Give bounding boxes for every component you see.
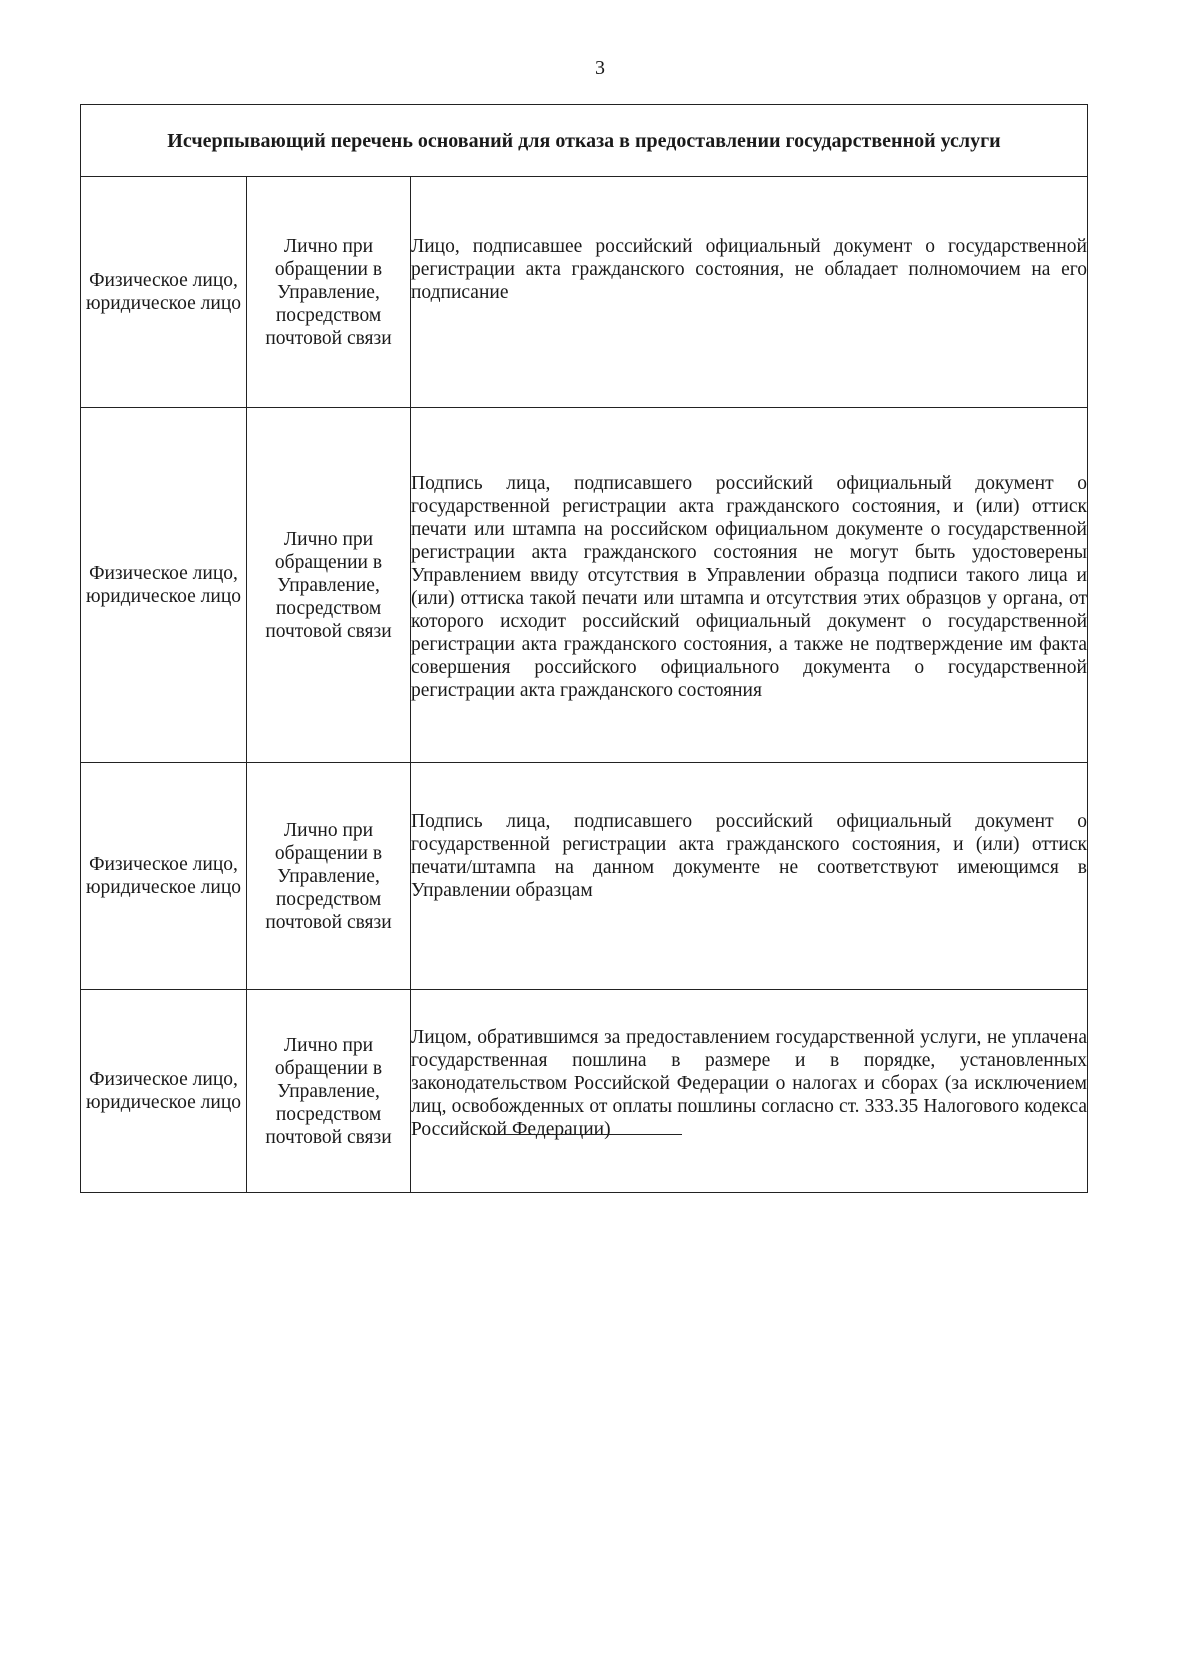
refusal-reason-cell: Подпись лица, подписавшего российский официальный документ о государственной регистрации акта гражданского состояния, и (или) оттиск печати или штампа на российском официальном документе о государственной регистрации акта гражданского состояния не могут быть удостоверены Управлением ввиду отсутствия в Управлении образца подписи такого лица и (или) оттиска такой печати или штампа и отсутствия этих образцов у органа, от которого исходит российский официальный документ о государственной регистрации акта гражданского состояния, а также не подтверждение им факта совершения российского официального документа о государственной регистрации акта гражданского состояния	[411, 408, 1088, 763]
refusal-reason-cell: Лицо, подписавшее российский официальный документ о государственной регистрации акта гражданского состояния, не обладает полномочием на его подписание	[411, 177, 1088, 408]
table-row	[81, 177, 1088, 408]
page-number: 3	[595, 57, 605, 79]
applicant-cell: Физическое лицо, юридическое лицо	[81, 763, 247, 990]
submission-method-cell: Лично при обращении в Управление, посредством почтовой связи	[247, 408, 411, 763]
submission-method-cell: Лично при обращении в Управление, посредством почтовой связи	[247, 990, 411, 1193]
applicant-cell: Физическое лицо, юридическое лицо	[81, 990, 247, 1193]
applicant-cell: Физическое лицо, юридическое лицо	[81, 177, 247, 408]
applicant-cell: Физическое лицо, юридическое лицо	[81, 408, 247, 763]
table-row	[81, 990, 1088, 1193]
table-header: Исчерпывающий перечень оснований для отказа в предоставлении государственной услуги	[81, 105, 1088, 177]
refusal-reason-cell: Лицом, обратившимся за предоставлением государственной услуги, не уплачена государственная пошлина в размере и в порядке, установленных законодательством Российской Федерации о налогах и сборах (за исключением лиц, освобожденных от оплаты пошлины согласно ст. 333.35 Налогового кодекса Российской Федерации)	[411, 990, 1088, 1193]
submission-method-cell: Лично при обращении в Управление, посредством почтовой связи	[247, 763, 411, 990]
document-end-divider	[485, 1134, 682, 1135]
refusal-reason-cell: Подпись лица, подписавшего российский официальный документ о государственной регистрации акта гражданского состояния, и (или) оттиск печати/штампа на данном документе не соответствуют имеющимся в Управлении образцам	[411, 763, 1088, 990]
table-row	[81, 408, 1088, 763]
refusal-grounds-table	[80, 104, 1088, 1193]
table-row	[81, 763, 1088, 990]
submission-method-cell: Лично при обращении в Управление, посредством почтовой связи	[247, 177, 411, 408]
table-header-row	[81, 105, 1088, 177]
